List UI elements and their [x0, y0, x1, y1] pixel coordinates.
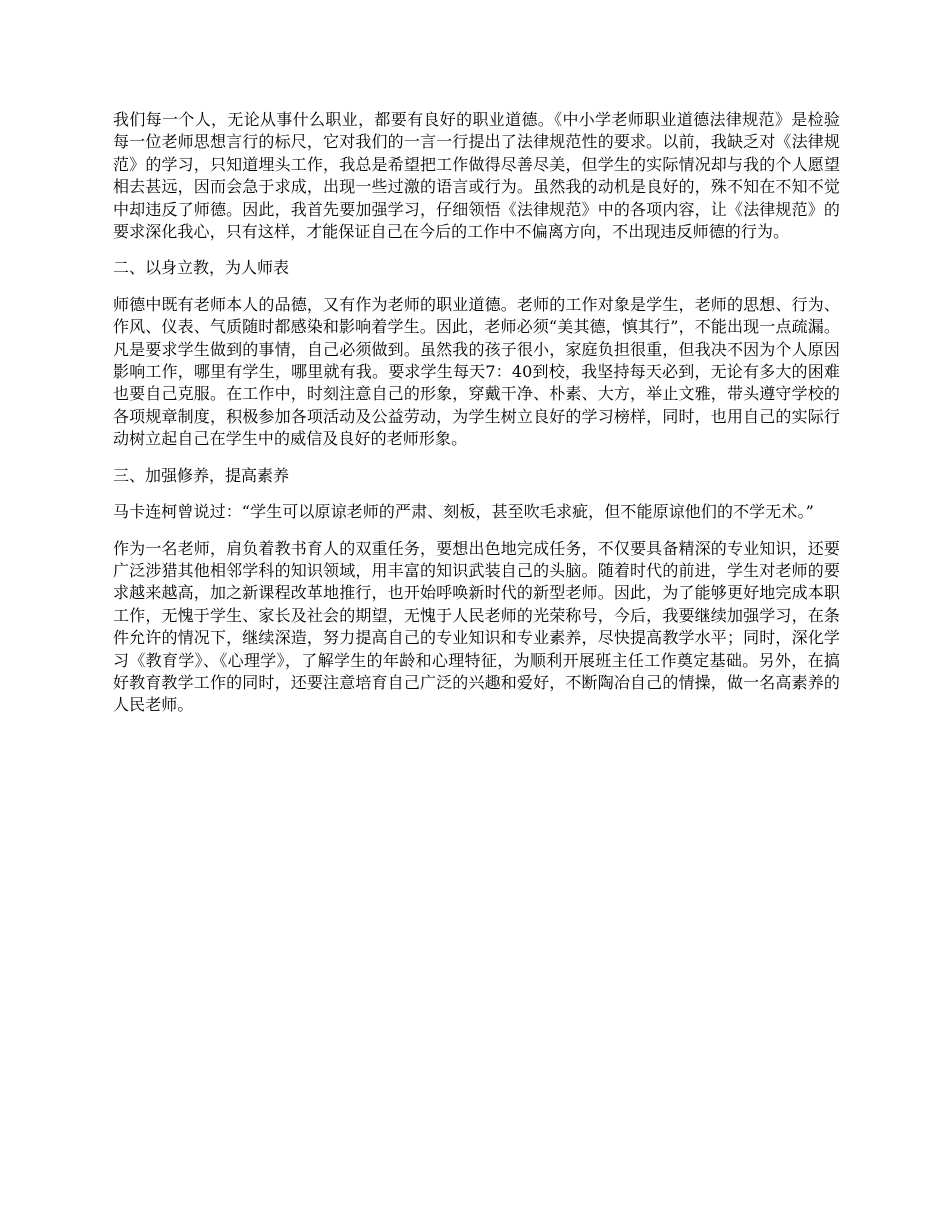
paragraph-quote: 马卡连柯曾说过：“学生可以原谅老师的严肃、刻板，甚至吹毛求疵，但不能原谅他们的不学无术。”	[113, 502, 814, 522]
document-body	[113, 109, 840, 731]
paragraph-teacher-example: 师德中既有老师本人的品德，又有作为老师的职业道德。老师的工作对象是学生，老师的思想、行为、作风、仪表、气质随时都感染和影响着学生。因此，老师必须“美其德，慎其行”，不能出现一点疏漏。凡是要求学生做到的事情，自己必须做到。虽然我的孩子很小，家庭负担很重，但我决不因为个人原因影响工作，哪里有学生，哪里就有我。要求学生每天7：40到校，我坚持每天必到，无论有多大的困难也要自己克服。在工作中，时刻注意自己的形象，穿戴干净、朴素、大方，举止文雅，带头遵守学校的各项规章制度，积极参加各项活动及公益劳动，为学生树立良好的学习榜样，同时，也用自己的实际行动树立起自己在学生中的威信及良好的老师形象。	[113, 294, 840, 449]
section-heading-3: 三、加强修养，提高素养	[113, 465, 290, 485]
paragraph-intro: 我们每一个人，无论从事什么职业，都要有良好的职业道德。《中小学老师职业道德法律规范》是检验每一位老师思想言行的标尺，它对我们的一言一行提出了法律规范性的要求。以前，我缺乏对《法律规范》的学习，只知道埋头工作，我总是希望把工作做得尽善尽美，但学生的实际情况却与我的个人愿望相去甚远，因而会急于求成，出现一些过激的语言或行为。虽然我的动机是良好的，殊不知在不知不觉中却违反了师德。因此，我首先要加强学习，仔细领悟《法律规范》中的各项内容，让《法律规范》的要求深化我心，只有这样，才能保证自己在今后的工作中不偏离方向，不出现违反师德的行为。	[113, 110, 840, 242]
section-heading-2: 二、以身立教，为人师表	[113, 258, 290, 278]
paragraph-self-improvement: 作为一名老师，肩负着教书育人的双重任务，要想出色地完成任务，不仅要具备精深的专业知识，还要广泛涉猎其他相邻学科的知识领域，用丰富的知识武装自己的头脑。随着时代的前进，学生对老师的要求越来越高，加之新课程改革地推行，也开始呼唤新时代的新型老师。因此，为了能够更好地完成本职工作，无愧于学生、家长及社会的期望，无愧于人民老师的光荣称号，今后，我要继续加强学习，在条件允许的情况下，继续深造，努力提高自己的专业知识和专业素养，尽快提高教学水平；同时，深化学习《教育学》、《心理学》，了解学生的年龄和心理特征，为顺利开展班主任工作奠定基础。另外，在搞好教育教学工作的同时，还要注意培育自己广泛的兴趣和爱好，不断陶冶自己的情操，做一名高素养的人民老师。	[113, 538, 840, 715]
